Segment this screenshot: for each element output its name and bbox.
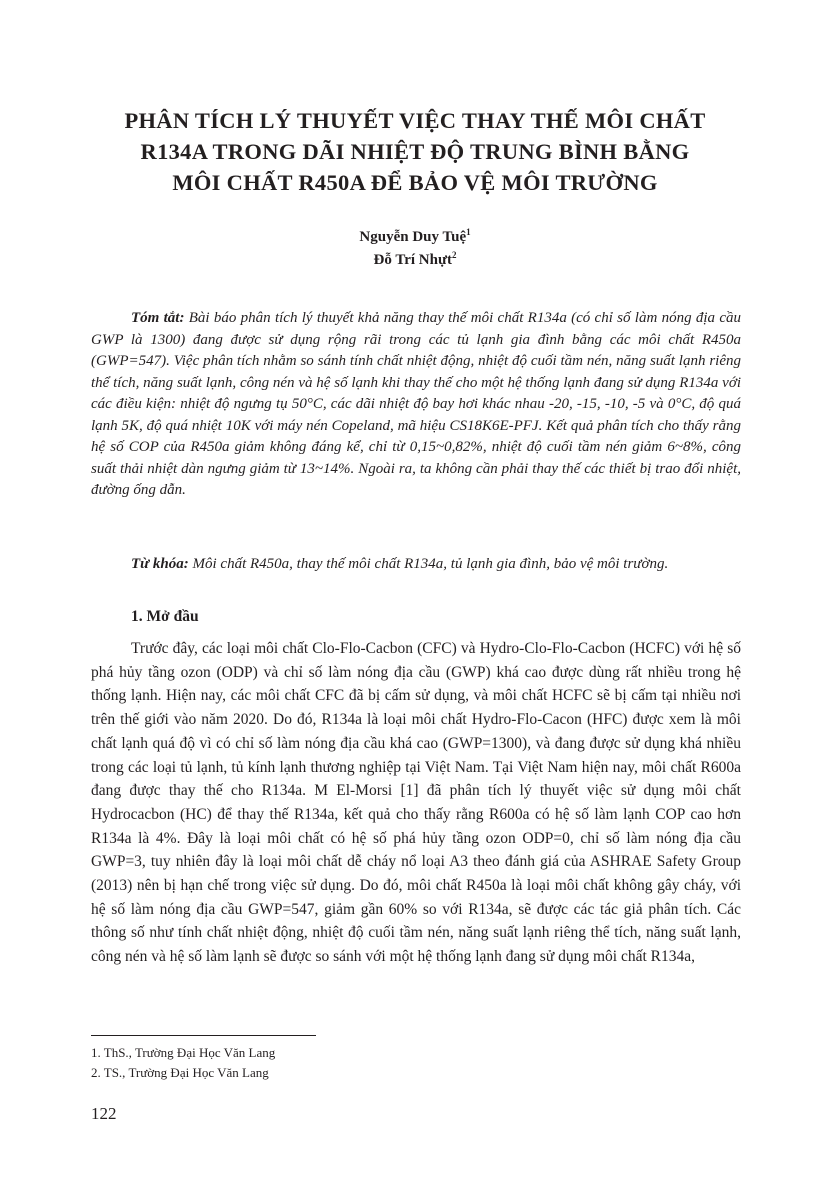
footnotes	[91, 1043, 275, 1083]
title-line-1: PHÂN TÍCH LÝ THUYẾT VIỆC THAY THẾ MÔI CHẤT	[124, 108, 706, 133]
author-list	[90, 226, 740, 272]
page-number: 122	[91, 1104, 117, 1123]
title-line-3: MÔI CHẤT R450A ĐỂ BẢO VỆ MÔI TRƯỜNG	[172, 170, 658, 195]
abstract-text: Bài báo phân tích lý thuyết khả năng thay thế môi chất R134a (có chỉ số làm nóng địa cầu GWP là 1300) đang được sử dụng rộng rãi trong các tủ lạnh gia đình bằng các môi chất R450a (GWP=547). Việc phân tích nhằm so sánh tính chất nhiệt động, nhiệt độ cuối tầm nén, năng suất lạnh riêng thể tích, năng suất lạnh, công nén và hệ số lạnh khi thay thế cho một hệ thống lạnh đang sử dụng R134a với các điều kiện: nhiệt độ ngưng tụ 50°C, các dãi nhiệt độ bay hơi khác nhau -20, -15, -10, -5 và 0°C, độ quá lạnh 5K, độ quá nhiệt 10K với máy nén Copeland, mã hiệu CS18K6E-PFJ. Kết quả phân tích cho thấy rằng hệ số COP của R450a giảm không đáng kể, chỉ từ 0,15~0,82%, nhiệt độ cuối tầm nén giảm 6~8%, công suất thải nhiệt dàn ngưng giảm từ 13~14%. Ngoài ra, ta không cần phải thay thế các thiết bị trao đổi nhiệt, đường ống dẫn.	[91, 310, 741, 498]
keywords-label: Từ khóa:	[131, 556, 189, 572]
footnote-1: 1. ThS., Trường Đại Học Văn Lang	[91, 1045, 276, 1060]
body-paragraph: Trước đây, các loại môi chất Clo-Flo-Cacbon (CFC) và Hydro-Clo-Flo-Cacbon (HCFC) với hệ số phá hủy tầng ozon (ODP) và chỉ số làm nóng địa cầu (GWP) khá cao được dùng rất nhiều trong hệ thống lạnh. Hiện nay, các môi chất CFC đã bị cấm sử dụng, và môi chất HCFC sẽ bị cấm tại nhiều nơi trên thế giới vào năm 2020. Do đó, R134a là loại môi chất Hydro-Flo-Cacon (HFC) được xem là môi chất lạnh quá độ vì có chỉ số làm nóng địa cầu khá cao (GWP=1300), và đang được sử dụng khá nhiều trong các loại tủ lạnh, tủ kính lạnh thương nghiệp tại Việt Nam. Tại Việt Nam hiện nay, môi chất R600a đang được thay thế cho R134a. M El-Morsi [1] đã phân tích lý thuyết việc sử dụng môi chất Hydrocacbon (HC) để thay thế R134a, kết quả cho thấy rằng R600a có hệ số làm lạnh COP cao hơn R134a là 4%. Đây là loại môi chất có hệ số phá hủy tầng ozon ODP=0, chỉ số làm nóng địa cầu GWP=3, tuy nhiên đây là loại môi chất dễ cháy nổ loại A3 theo đánh giá của ASHRAE Safety Group (2013) nên bị hạn chế trong việc sử dụng. Do đó, môi chất R450a là loại môi chất không gây cháy, với hệ số làm nóng địa cầu GWP=547, giảm gần 60% so với R134a, sẽ được các tác giả phân tích. Các thông số như tính chất nhiệt động, nhiệt độ cuối tầm nén, năng suất lạnh riêng thể tích, năng suất lạnh, công nén và hệ số làm lạnh sẽ được so sánh với một hệ thống lạnh đang sử dụng môi chất R134a,	[91, 640, 741, 966]
paper-title	[90, 105, 740, 198]
author-name: Đỗ Trí Nhựt	[373, 252, 452, 268]
title-line-2: R134A TRONG DÃI NHIỆT ĐỘ TRUNG BÌNH BẰNG	[140, 139, 690, 164]
section-heading: 1. Mở đầu	[131, 608, 199, 625]
author-name: Nguyễn Duy Tuệ	[359, 229, 467, 245]
abstract	[91, 308, 741, 502]
footnote-divider	[91, 1035, 316, 1036]
author-footnote-mark: 1	[466, 227, 471, 237]
author-2	[90, 249, 740, 272]
abstract-label: Tóm tắt:	[131, 310, 185, 326]
author-1	[90, 226, 740, 249]
author-footnote-mark: 2	[451, 250, 457, 260]
footnote-2: 2. TS., Trường Đại Học Văn Lang	[91, 1065, 269, 1080]
keywords	[91, 554, 741, 576]
keywords-text: Môi chất R450a, thay thế môi chất R134a, tủ lạnh gia đình, bảo vệ môi trường.	[192, 556, 669, 572]
